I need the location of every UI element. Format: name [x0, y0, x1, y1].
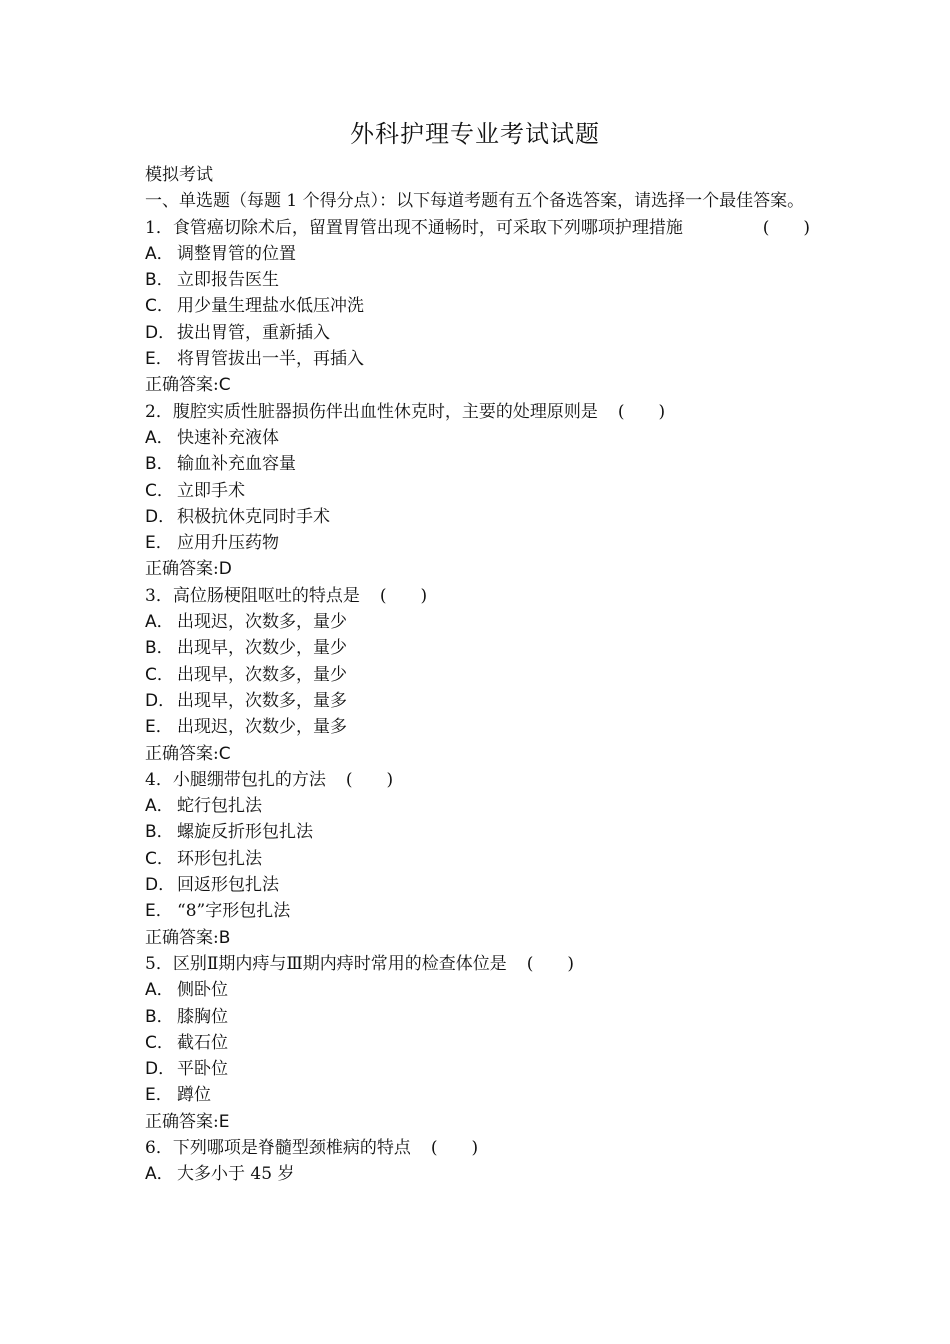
correct-answer — [145, 556, 810, 582]
answer-blank: ( ) — [762, 217, 810, 238]
question-5 — [145, 951, 810, 977]
question-2 — [145, 399, 810, 425]
option-text: 蹲位 — [177, 1085, 211, 1106]
question-stem: 1．食管癌切除术后，留置胃管出现不通畅时，可采取下列哪项护理措施 — [145, 217, 683, 238]
document-subtitle: 模拟考试 — [145, 165, 213, 185]
option-text: 用少量生理盐水低压冲洗 — [177, 296, 364, 317]
section-intro: 一、单选题（每题 1 个得分点）：以下每道考题有五个备选答案，请选择一个最佳答案。 — [145, 191, 805, 212]
option-e — [145, 1082, 810, 1108]
option-text: 环形包扎法 — [177, 848, 262, 869]
option-b — [145, 1004, 810, 1030]
option-text: 螺旋反折形包扎法 — [177, 822, 313, 843]
option-letter: E． — [145, 717, 173, 738]
answer-value: D — [218, 559, 232, 580]
option-d — [145, 688, 810, 714]
answer-blank: ( ) — [617, 401, 666, 422]
answer-label: 正确答案: — [145, 743, 219, 764]
option-text: 立即报告医生 — [177, 270, 279, 291]
option-a — [145, 425, 810, 451]
option-letter: A． — [145, 427, 174, 448]
option-text: 出现早，次数少，量少 — [177, 638, 347, 659]
option-letter: B． — [145, 454, 174, 475]
option-a — [145, 977, 810, 1003]
option-letter: E． — [145, 1085, 173, 1106]
option-e — [145, 346, 810, 372]
option-text: “8”字形包扎法 — [177, 901, 291, 922]
option-letter: A． — [145, 612, 174, 633]
question-6 — [145, 1135, 810, 1161]
answer-label: 正确答案: — [145, 1111, 219, 1132]
option-letter: A． — [145, 796, 174, 817]
option-e — [145, 898, 810, 924]
option-letter: D． — [145, 1059, 176, 1080]
answer-label: 正确答案: — [145, 927, 219, 948]
question-3 — [145, 583, 810, 609]
option-text: 输血补充血容量 — [177, 454, 296, 475]
option-letter: E． — [145, 533, 173, 554]
option-letter: D． — [145, 506, 176, 527]
answer-blank: ( ) — [345, 769, 394, 790]
option-letter: C． — [145, 480, 174, 501]
correct-answer — [145, 1109, 810, 1135]
option-letter: C． — [145, 664, 174, 685]
option-letter: E． — [145, 901, 173, 922]
answer-blank: ( ) — [430, 1137, 479, 1158]
option-letter: D． — [145, 690, 176, 711]
answer-label: 正确答案: — [145, 375, 219, 396]
option-d — [145, 1056, 810, 1082]
option-e — [145, 530, 810, 556]
option-text: 应用升压药物 — [177, 533, 279, 554]
option-text: 调整胃管的位置 — [177, 243, 296, 264]
option-letter: B． — [145, 1006, 174, 1027]
answer-value: B — [218, 927, 231, 948]
option-letter: B． — [145, 638, 174, 659]
option-text: 膝胸位 — [177, 1006, 228, 1027]
option-a — [145, 793, 810, 819]
option-letter: C． — [145, 296, 174, 317]
option-c — [145, 1030, 810, 1056]
option-text: 出现早，次数多，量多 — [177, 690, 347, 711]
option-text: 将胃管拔出一半，再插入 — [177, 349, 364, 370]
option-letter: B． — [145, 270, 174, 291]
answer-value: C — [218, 743, 231, 764]
option-text: 立即手术 — [177, 480, 245, 501]
option-text: 积极抗休克同时手术 — [177, 506, 330, 527]
option-d — [145, 320, 810, 346]
option-d — [145, 504, 810, 530]
option-b — [145, 819, 810, 845]
option-b — [145, 635, 810, 661]
option-a — [145, 1161, 810, 1187]
option-text: 出现迟，次数多，量少 — [177, 612, 347, 633]
option-letter: D． — [145, 322, 176, 343]
option-letter: E． — [145, 349, 173, 370]
option-letter: A． — [145, 1164, 174, 1185]
option-letter: A． — [145, 243, 174, 264]
answer-value: C — [218, 375, 231, 396]
option-text: 拔出胃管，重新插入 — [177, 322, 330, 343]
option-d — [145, 872, 810, 898]
question-stem: 4．小腿绷带包扎的方法 — [145, 769, 326, 790]
option-text: 大多小于 45 岁 — [177, 1164, 295, 1185]
option-b — [145, 267, 810, 293]
document-body — [145, 162, 810, 1188]
option-text: 出现迟，次数少，量多 — [177, 717, 347, 738]
option-text: 快速补充液体 — [177, 427, 279, 448]
option-c — [145, 846, 810, 872]
option-text: 截石位 — [177, 1032, 228, 1053]
correct-answer — [145, 925, 810, 951]
option-b — [145, 451, 810, 477]
question-4 — [145, 767, 810, 793]
option-e — [145, 714, 810, 740]
option-a — [145, 609, 810, 635]
option-letter: A． — [145, 980, 174, 1001]
question-1 — [145, 215, 810, 241]
answer-value: E — [218, 1111, 230, 1132]
document-title: 外科护理专业考试试题 — [350, 120, 600, 148]
option-letter: B． — [145, 822, 174, 843]
correct-answer — [145, 741, 810, 767]
correct-answer — [145, 372, 810, 398]
question-stem: 2．腹腔实质性脏器损伤伴出血性休克时，主要的处理原则是 — [145, 401, 598, 422]
question-stem: 5．区别Ⅱ期内痔与Ⅲ期内痔时常用的检查体位是 — [145, 953, 507, 974]
question-stem: 6．下列哪项是脊髓型颈椎病的特点 — [145, 1137, 411, 1158]
answer-blank: ( ) — [526, 953, 575, 974]
answer-blank: ( ) — [379, 585, 428, 606]
option-text: 出现早，次数多，量少 — [177, 664, 347, 685]
option-text: 侧卧位 — [177, 980, 228, 1001]
option-c — [145, 293, 810, 319]
option-text: 回返形包扎法 — [177, 875, 279, 896]
option-letter: C． — [145, 848, 174, 869]
option-letter: D． — [145, 875, 176, 896]
question-stem: 3．高位肠梗阻呕吐的特点是 — [145, 585, 360, 606]
option-a — [145, 241, 810, 267]
option-c — [145, 662, 810, 688]
answer-label: 正确答案: — [145, 559, 219, 580]
option-c — [145, 478, 810, 504]
option-text: 平卧位 — [177, 1059, 228, 1080]
option-letter: C． — [145, 1032, 174, 1053]
option-text: 蛇行包扎法 — [177, 796, 262, 817]
